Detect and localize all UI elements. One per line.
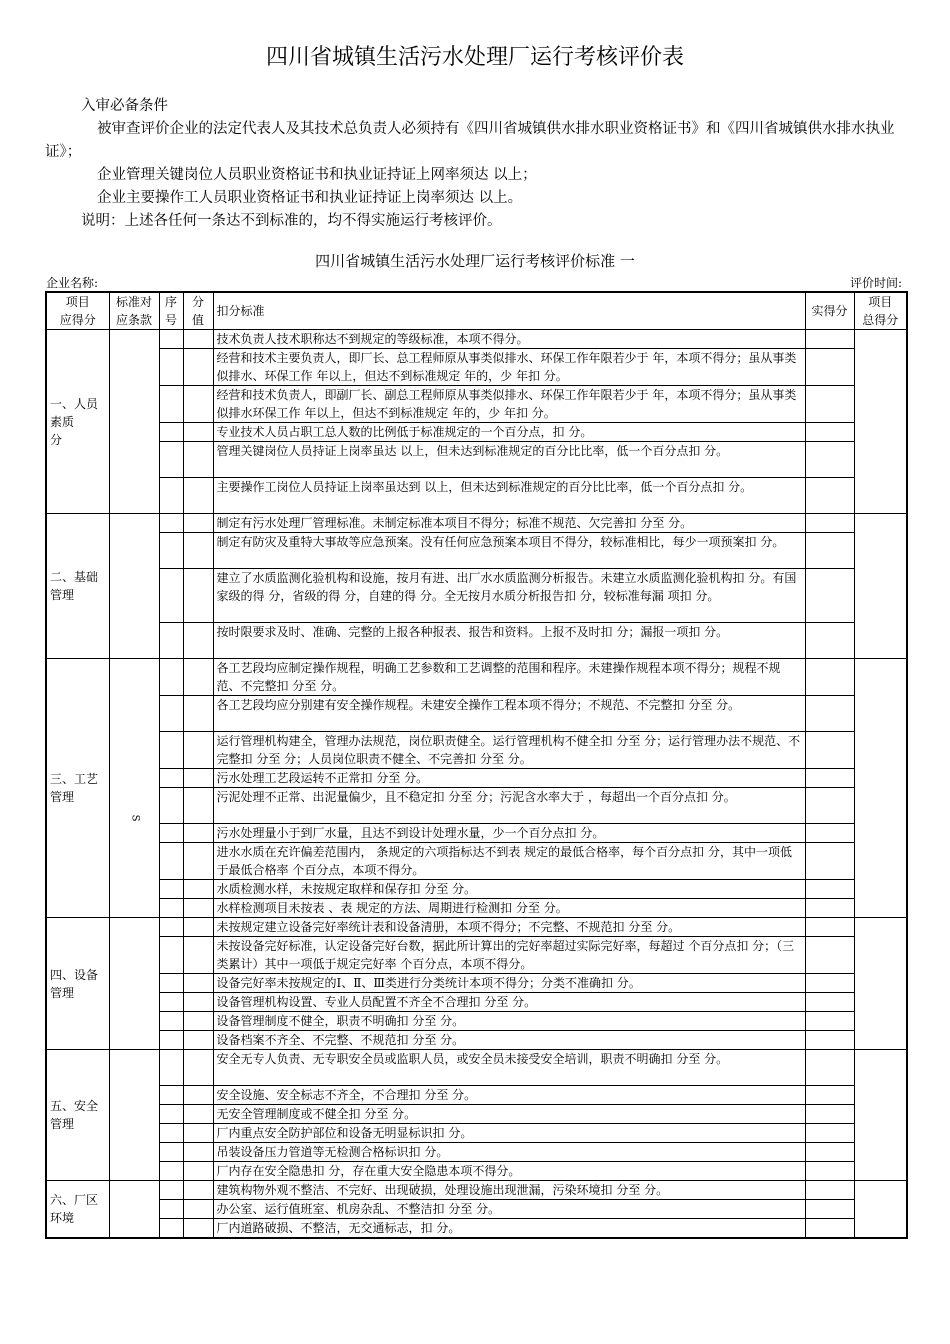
- evaluation-time-label: 评价时间:: [849, 276, 902, 290]
- header-criteria: 扣分标准: [213, 292, 805, 330]
- actual-score-cell[interactable]: [805, 569, 854, 623]
- score-cell: [183, 732, 213, 769]
- seq-cell: [159, 843, 183, 880]
- actual-score-cell[interactable]: [805, 330, 854, 349]
- actual-score-cell[interactable]: [805, 769, 854, 788]
- score-cell: [183, 1200, 213, 1219]
- actual-score-cell[interactable]: [805, 899, 854, 918]
- actual-score-cell[interactable]: [805, 478, 854, 514]
- table-row: [46, 1124, 907, 1143]
- criteria-cell: 经营和技术负责人，即副厂长、副总工程师原从事类似排水、环保工作年限若少于 年，本项不得分；虽从事类似排水环保工作 年以上，但达不到标准规定 年的，少 年扣 分。: [213, 386, 805, 423]
- intro-para-1: 被审查评价企业的法定代表人及其技术总负责人必须持有《四川省城镇供水排水职业资格证书》和《四川省城镇供水排水执业证》；: [45, 121, 895, 160]
- table-row: [46, 769, 907, 788]
- actual-score-cell[interactable]: [805, 623, 854, 659]
- actual-score-cell[interactable]: [805, 918, 854, 937]
- actual-score-cell[interactable]: [805, 1143, 854, 1162]
- score-cell: [183, 623, 213, 659]
- seq-cell: [159, 349, 183, 386]
- standard-clause-cell: [109, 1181, 159, 1239]
- score-cell: [183, 330, 213, 349]
- score-cell: [183, 937, 213, 974]
- section-label: 三、工艺 管理: [46, 659, 109, 918]
- intro-note: 说明：上述各任何一条达不到标准的，均不得实施运行考核评价。: [81, 213, 502, 229]
- score-cell: [183, 696, 213, 732]
- criteria-cell: 吊装设备压力管道等无检测合格标识扣 分。: [213, 1143, 805, 1162]
- table-row: [46, 1162, 907, 1181]
- standard-clause-cell: [109, 659, 159, 918]
- criteria-cell: 建立了水质监测化验机构和设施，按月有进、出厂水水质监测分析报告。未建立水质监测化验机构扣 分。有国家级的得 分，省级的得 分，自建的得 分。全无按月水质分析报告扣 分，较标准每漏 项扣 分。: [213, 569, 805, 623]
- seq-cell: [159, 918, 183, 937]
- actual-score-cell[interactable]: [805, 696, 854, 732]
- table-row: [46, 1200, 907, 1219]
- table-row: [46, 423, 907, 442]
- table-row: [46, 696, 907, 732]
- intro-para-2: 企业管理关键岗位人员职业资格证书和执业证持证上网率须达 以上；: [97, 167, 537, 183]
- actual-score-cell[interactable]: [805, 843, 854, 880]
- actual-score-cell[interactable]: [805, 514, 854, 533]
- table-row: [46, 1105, 907, 1124]
- seq-cell: [159, 1105, 183, 1124]
- table-row: [46, 1012, 907, 1031]
- score-cell: [183, 1050, 213, 1086]
- score-cell: [183, 993, 213, 1012]
- criteria-cell: 安全无专人负责、无专职安全员或监职人员，或安全员未接受安全培训，职责不明确扣 分至 分。: [213, 1050, 805, 1086]
- table-row: [46, 330, 907, 349]
- actual-score-cell[interactable]: [805, 1219, 854, 1239]
- score-cell: [183, 423, 213, 442]
- criteria-cell: 建筑构物外观不整洁、不完好、出现破损，处理设施出现泄漏，污染环境扣 分至 分。: [213, 1181, 805, 1200]
- section-total-cell[interactable]: [854, 1050, 907, 1181]
- table-row: [46, 386, 907, 423]
- seq-cell: [159, 1200, 183, 1219]
- criteria-cell: 办公室、运行值班室、机房杂乱、不整洁扣 分至 分。: [213, 1200, 805, 1219]
- actual-score-cell[interactable]: [805, 442, 854, 478]
- actual-score-cell[interactable]: [805, 732, 854, 769]
- header-standard-clause: 标准对 应条款: [109, 292, 159, 330]
- criteria-cell: 设备管理制度不健全，职责不明确扣 分至 分。: [213, 1012, 805, 1031]
- table-row: [46, 974, 907, 993]
- criteria-cell: 无安全管理制度或不健全扣 分至 分。: [213, 1105, 805, 1124]
- table-row: [46, 442, 907, 478]
- criteria-cell: 厂内道路破损、不整洁，无交通标志，扣 分。: [213, 1219, 805, 1239]
- criteria-cell: 安全设施、安全标志不齐全，不合理扣 分至 分。: [213, 1086, 805, 1105]
- criteria-cell: 运行管理机构建全，管理办法规范，岗位职责健全。运行管理机构不健全扣 分至 分；运行管理办法不规范、不完整扣 分至 分；人员岗位职责不健全、不完善扣 分至 分。: [213, 732, 805, 769]
- standard-clause-cell: [109, 330, 159, 514]
- seq-cell: [159, 659, 183, 696]
- section-total-cell[interactable]: [854, 1181, 907, 1239]
- actual-score-cell[interactable]: [805, 1086, 854, 1105]
- criteria-cell: 未按规定建立设备完好率统计表和设备清册，本项不得分；不完整、不规范扣 分至 分。: [213, 918, 805, 937]
- score-cell: [183, 1012, 213, 1031]
- table-row: [46, 880, 907, 899]
- intro-section: [45, 95, 910, 233]
- seq-cell: [159, 514, 183, 533]
- actual-score-cell[interactable]: [805, 1162, 854, 1181]
- intro-heading: 入审必备条件: [81, 98, 168, 114]
- seq-cell: [159, 1031, 183, 1050]
- intro-para-3: 企业主要操作工人员职业资格证书和执业证持证上岗率须达 以上。: [97, 190, 523, 206]
- table-row: [46, 533, 907, 569]
- criteria-cell: 技术负责人技术职称达不到规定的等级标准，本项不得分。: [213, 330, 805, 349]
- standard-clause-cell: [109, 514, 159, 659]
- criteria-cell: 各工艺段均应分别建有安全操作规程。未建安全操作工程本项不得分；不规范、不完整扣 分至 分。: [213, 696, 805, 732]
- actual-score-cell[interactable]: [805, 1105, 854, 1124]
- section-total-cell[interactable]: [854, 659, 907, 918]
- score-cell: [183, 1162, 213, 1181]
- table-row: [46, 788, 907, 824]
- table-row: [46, 1086, 907, 1105]
- criteria-cell: 水质检测水样，未按规定取样和保存扣 分至 分。: [213, 880, 805, 899]
- table-row: [46, 1181, 907, 1200]
- table-row: [46, 899, 907, 918]
- score-cell: [183, 788, 213, 824]
- table-row: [46, 659, 907, 696]
- seq-cell: [159, 330, 183, 349]
- seq-cell: [159, 993, 183, 1012]
- table-row: [46, 478, 907, 514]
- score-cell: [183, 386, 213, 423]
- score-cell: [183, 843, 213, 880]
- seq-cell: [159, 1050, 183, 1086]
- score-cell: [183, 880, 213, 899]
- score-cell: [183, 349, 213, 386]
- table-row: [46, 514, 907, 533]
- criteria-cell: 经营和技术主要负责人，即厂长、总工程师原从事类似排水、环保工作年限若少于 年，本项不得分；虽从事类似排水、环保工作 年以上，但达不到标准规定 年的，少 年扣 分。: [213, 349, 805, 386]
- table-row: [46, 1219, 907, 1239]
- header-total-score: 项目 总得分: [854, 292, 907, 330]
- page-title: 四川省城镇生活污水处理厂运行考核评价表: [265, 45, 684, 70]
- table-row: [46, 937, 907, 974]
- criteria-cell: 设备管理机构设置、专业人员配置不齐全不合理扣 分至 分。: [213, 993, 805, 1012]
- actual-score-cell[interactable]: [805, 788, 854, 824]
- criteria-cell: 制定有防灾及重特大事故等应急预案。没有任何应急预案本项目不得分，较标准相比，每少一项预案扣 分。: [213, 533, 805, 569]
- seq-cell: [159, 386, 183, 423]
- actual-score-cell[interactable]: [805, 974, 854, 993]
- actual-score-cell[interactable]: [805, 937, 854, 974]
- seq-cell: [159, 696, 183, 732]
- score-cell: [183, 442, 213, 478]
- seq-cell: [159, 824, 183, 843]
- score-cell: [183, 659, 213, 696]
- table-row: [46, 623, 907, 659]
- score-cell: [183, 1031, 213, 1050]
- seq-cell: [159, 880, 183, 899]
- seq-cell: [159, 423, 183, 442]
- section-label: 四、设备 管理: [46, 918, 109, 1050]
- criteria-cell: 未按设备完好标准，认定设备完好台数，据此所计算出的完好率超过实际完好率，每超过 个百分点扣 分；（三类累计）其中一项低于规定完好率 个百分点，本项不得分。: [213, 937, 805, 974]
- criteria-cell: 进水水质在充许偏差范围内， 条规定的六项指标达不到表 规定的最低合格率，每个百分点扣 分，其中一项低于最低合格率 个百分点，本项不得分。: [213, 843, 805, 880]
- actual-score-cell[interactable]: [805, 1124, 854, 1143]
- score-cell: [183, 769, 213, 788]
- table-row: [46, 349, 907, 386]
- score-cell: [183, 1143, 213, 1162]
- seq-cell: [159, 788, 183, 824]
- company-name-label: 企业名称:: [46, 276, 99, 290]
- header-score: 分 值: [183, 292, 213, 330]
- seq-cell: [159, 1162, 183, 1181]
- seq-cell: [159, 974, 183, 993]
- table-row: [46, 843, 907, 880]
- criteria-cell: 主要操作工岗位人员持证上岗率虽达到 以上，但未达到标准规定的百分比比率，低一个百分点扣 分。: [213, 478, 805, 514]
- seq-cell: [159, 442, 183, 478]
- criteria-cell: 污水处理量小于到厂水量，且达不到设计处理水量，少一个百分点扣 分。: [213, 824, 805, 843]
- actual-score-cell[interactable]: [805, 533, 854, 569]
- section-label: 一、人员 素质 分: [46, 330, 109, 514]
- actual-score-cell[interactable]: [805, 349, 854, 386]
- score-cell: [183, 514, 213, 533]
- score-cell: [183, 1219, 213, 1239]
- section-label: 二、基础 管理: [46, 514, 109, 659]
- score-cell: [183, 533, 213, 569]
- actual-score-cell[interactable]: [805, 993, 854, 1012]
- score-cell: [183, 974, 213, 993]
- seq-cell: [159, 1143, 183, 1162]
- score-cell: [183, 569, 213, 623]
- clause-marker: S: [128, 814, 140, 822]
- table-subtitle: 四川省城镇生活污水处理厂运行考核评价标准 一: [315, 252, 635, 270]
- table-row: [46, 569, 907, 623]
- section-label: 五、安全 管理: [46, 1050, 109, 1181]
- seq-cell: [159, 1124, 183, 1143]
- actual-score-cell[interactable]: [805, 1050, 854, 1086]
- score-cell: [183, 478, 213, 514]
- seq-cell: [159, 533, 183, 569]
- criteria-cell: 专业技术人员占职工总人数的比例低于标准规定的一个百分点，扣 分。: [213, 423, 805, 442]
- score-cell: [183, 1124, 213, 1143]
- seq-cell: [159, 732, 183, 769]
- score-cell: [183, 1105, 213, 1124]
- actual-score-cell[interactable]: [805, 824, 854, 843]
- standard-clause-cell: [109, 918, 159, 1050]
- seq-cell: [159, 1181, 183, 1200]
- seq-cell: [159, 937, 183, 974]
- section-total-cell[interactable]: [854, 918, 907, 1050]
- criteria-cell: 设备档案不齐全、不完整、不规范扣 分至 分。: [213, 1031, 805, 1050]
- actual-score-cell[interactable]: [805, 423, 854, 442]
- criteria-cell: 管理关键岗位人员持证上岗率虽达 以上，但未达到标准规定的百分比比率，低一个百分点扣 分。: [213, 442, 805, 478]
- score-cell: [183, 1086, 213, 1105]
- actual-score-cell[interactable]: [805, 1200, 854, 1219]
- header-actual-score: 实得分: [805, 292, 854, 330]
- table-row: [46, 1031, 907, 1050]
- score-cell: [183, 918, 213, 937]
- table-row: [46, 1143, 907, 1162]
- header-item: 项目 应得分: [46, 292, 109, 330]
- table-row: [46, 1050, 907, 1086]
- seq-cell: [159, 478, 183, 514]
- score-cell: [183, 824, 213, 843]
- table-body: [46, 330, 907, 1239]
- criteria-cell: 各工艺段均应制定操作规程，明确工艺参数和工艺调整的范围和程序。未建操作规程本项不得分；规程不规范、不完整扣 分至 分。: [213, 659, 805, 696]
- criteria-cell: 污泥处理不正常、出泥量偏少，且不稳定扣 分至 分；污泥含水率大于 ，每超出一个百分点扣 分。: [213, 788, 805, 824]
- score-cell: [183, 899, 213, 918]
- actual-score-cell[interactable]: [805, 659, 854, 696]
- section-total-cell[interactable]: [854, 514, 907, 659]
- actual-score-cell[interactable]: [805, 1012, 854, 1031]
- criteria-cell: 设备完好率未按规定的Ⅰ、Ⅱ、Ⅲ类进行分类统计本项不得分；分类不准确扣 分。: [213, 974, 805, 993]
- seq-cell: [159, 1086, 183, 1105]
- actual-score-cell[interactable]: [805, 1181, 854, 1200]
- table-row: [46, 993, 907, 1012]
- evaluation-table: [45, 291, 908, 1239]
- section-label: 六、厂区 环境: [46, 1181, 109, 1239]
- criteria-cell: 水样检测项目未按表 、表 规定的方法、周期进行检测扣 分至 分。: [213, 899, 805, 918]
- actual-score-cell[interactable]: [805, 386, 854, 423]
- table-row: [46, 824, 907, 843]
- seq-cell: [159, 623, 183, 659]
- criteria-cell: 厂内重点安全防护部位和设备无明显标识扣 分。: [213, 1124, 805, 1143]
- actual-score-cell[interactable]: [805, 880, 854, 899]
- table-row: [46, 918, 907, 937]
- table-row: [46, 732, 907, 769]
- header-sequence: 序 号: [159, 292, 183, 330]
- seq-cell: [159, 899, 183, 918]
- criteria-cell: 制定有污水处理厂管理标准。未制定标准本项目不得分；标准不规范、欠完善扣 分至 分。: [213, 514, 805, 533]
- criteria-cell: 厂内存在安全隐患扣 分，存在重大安全隐患本项不得分。: [213, 1162, 805, 1181]
- seq-cell: [159, 1219, 183, 1239]
- criteria-cell: 按时限要求及时、准确、完整的上报各种报表、报告和资料。上报不及时扣 分；漏报一项扣 分。: [213, 623, 805, 659]
- actual-score-cell[interactable]: [805, 1031, 854, 1050]
- score-cell: [183, 1181, 213, 1200]
- seq-cell: [159, 1012, 183, 1031]
- standard-clause-cell: [109, 1050, 159, 1181]
- seq-cell: [159, 769, 183, 788]
- section-total-cell[interactable]: [854, 330, 907, 514]
- criteria-cell: 污水处理工艺段运转不正常扣 分至 分。: [213, 769, 805, 788]
- seq-cell: [159, 569, 183, 623]
